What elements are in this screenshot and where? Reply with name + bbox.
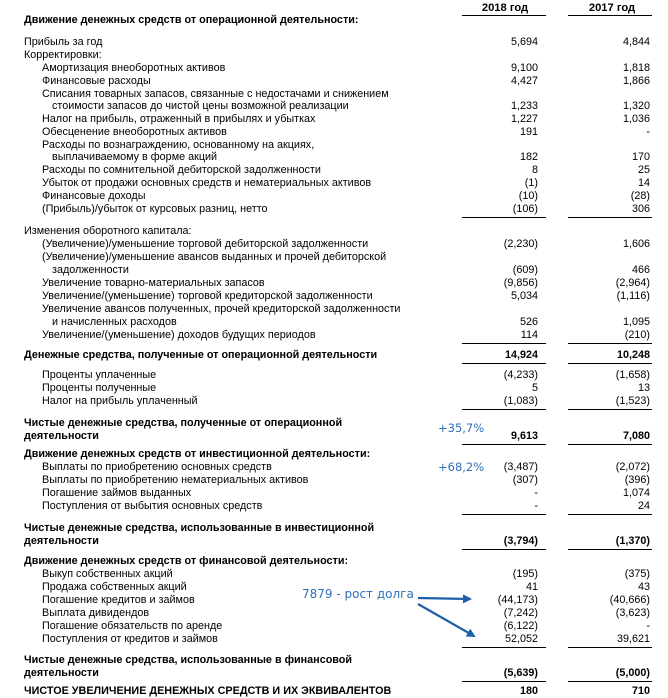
value-2018: (609) — [512, 264, 538, 276]
value-2018: (5,639) — [503, 667, 538, 679]
value-2017: (375) — [624, 568, 650, 580]
row-label: (Прибыль)/убыток от курсовых разниц, нетто — [42, 203, 268, 215]
value-2017: 1,606 — [622, 238, 650, 250]
value-2017: (3,623) — [615, 607, 650, 619]
value-2018: 1,233 — [510, 100, 538, 112]
row-label-net-increase: ЧИСТОЕ УВЕЛИЧЕНИЕ ДЕНЕЖНЫХ СРЕДСТВ И ИХ ЭКВИВАЛЕНТОВ — [24, 685, 392, 697]
value-2017: 1,095 — [622, 316, 650, 328]
column-header-2017: 2017 год — [588, 2, 636, 14]
row-label: Обесценение внеоборотных активов — [42, 126, 227, 138]
value-2018: 114 — [520, 329, 538, 341]
row-label: Выплаты по приобретению основных средств — [42, 461, 272, 473]
value-2017: - — [646, 620, 650, 632]
value-2018: (44,173) — [497, 594, 538, 606]
row-label: Расходы по вознаграждению, основанному на акциях, — [42, 139, 315, 151]
row-label: Проценты полученные — [42, 382, 157, 394]
value-2018: 191 — [519, 126, 538, 138]
value-2018: (7,242) — [503, 607, 538, 619]
value-2018: 5 — [531, 382, 538, 394]
value-2018: (1,083) — [503, 395, 538, 407]
value-2017: 39,621 — [616, 633, 650, 645]
value-2017: 10,248 — [616, 349, 650, 361]
value-2018: - — [534, 487, 538, 499]
value-2017: 1,074 — [622, 487, 650, 499]
row-label: Финансовые расходы — [42, 75, 151, 87]
value-2018: 52,052 — [504, 633, 538, 645]
row-label: Увеличение/(уменьшение) торговой кредиторской задолженности — [42, 290, 373, 302]
row-label: Прибыль за год — [24, 36, 103, 48]
row-label: Выплаты по приобретению нематериальных активов — [42, 474, 309, 486]
value-2017: 170 — [631, 151, 650, 163]
annotation-debt-growth: 7879 - рост долга — [302, 587, 414, 601]
value-2018: 9,613 — [510, 430, 538, 442]
value-2018: 1,227 — [510, 113, 538, 125]
row-label: стоимости запасов до чистой цены возможной реализации — [52, 100, 349, 112]
row-label: Погашение кредитов и займов — [42, 594, 195, 606]
value-2018: 5,694 — [510, 36, 538, 48]
value-2017: (1,116) — [616, 290, 650, 302]
value-2018: 9,100 — [510, 62, 538, 74]
value-2017: 14 — [637, 177, 650, 189]
row-label: (Увеличение)/уменьшение авансов выданных и прочей дебиторской — [42, 251, 387, 263]
row-label-total: Чистые денежные средства, использованные в финансовой — [24, 654, 353, 666]
row-label: Погашение займов выданных — [42, 487, 192, 499]
row-label: Поступления от кредитов и займов — [42, 633, 218, 645]
value-2018: 41 — [525, 581, 538, 593]
value-2017: (210) — [624, 329, 650, 341]
row-label: Выкуп собственных акций — [42, 568, 173, 580]
value-2018: (9,856) — [503, 277, 538, 289]
value-2017: 7,080 — [622, 430, 650, 442]
row-label: Увеличение/(уменьшение) доходов будущих периодов — [42, 329, 316, 341]
row-label-total: деятельности — [24, 667, 99, 679]
row-label-total: деятельности — [24, 430, 99, 442]
value-2017: 1,818 — [622, 62, 650, 74]
value-2017: (1,523) — [615, 395, 650, 407]
value-2017: 1,866 — [622, 75, 650, 87]
row-label: Убыток от продажи основных средств и нематериальных активов — [42, 177, 372, 189]
annotation-capex-growth: +68,2% — [438, 460, 485, 474]
value-2018: 5,034 — [510, 290, 538, 302]
value-2018: (106) — [512, 203, 538, 215]
value-2018: 182 — [519, 151, 538, 163]
value-2018: (1) — [524, 177, 538, 189]
value-2017: 1,036 — [622, 113, 650, 125]
value-2017: 710 — [631, 685, 650, 697]
value-2017: 24 — [637, 500, 650, 512]
column-header-2018: 2018 год — [481, 2, 529, 14]
row-label: Выплата дивидендов — [42, 607, 150, 619]
value-2018: (10) — [518, 190, 538, 202]
value-2018: (2,230) — [503, 238, 538, 250]
value-2018: (195) — [512, 568, 538, 580]
row-label: Погашение обязательств по аренде — [42, 620, 223, 632]
row-label: и начисленных расходов — [52, 316, 177, 328]
value-2017: (5,000) — [615, 667, 650, 679]
row-label: выплачиваемому в форме акций — [52, 151, 218, 163]
value-2018: 4,427 — [510, 75, 538, 87]
value-2017: (1,370) — [615, 535, 650, 547]
row-label-total: Чистые денежные средства, использованные в инвестиционной — [24, 522, 375, 534]
value-2018: 14,924 — [504, 349, 538, 361]
value-2017: 4,844 — [622, 36, 650, 48]
row-label: Изменения оборотного капитала: — [24, 225, 192, 237]
row-label: Финансовые доходы — [42, 190, 146, 202]
row-label-total: Чистые денежные средства, полученные от операционной — [24, 417, 343, 429]
row-label: Налог на прибыль уплаченный — [42, 395, 198, 407]
row-label: Налог на прибыль, отраженный в прибылях и убытках — [42, 113, 316, 125]
value-2017: (2,072) — [615, 461, 650, 473]
row-label: Списания товарных запасов, связанные с недостачами и снижением — [42, 88, 389, 100]
section-title-operating: Движение денежных средств от операционной деятельности: — [24, 14, 359, 26]
value-2017: 1,320 — [622, 100, 650, 112]
section-title-investing: Движение денежных средств от инвестиционной деятельности: — [24, 448, 371, 460]
row-label: (Увеличение)/уменьшение торговой дебиторской задолженности — [42, 238, 369, 250]
row-label-total: деятельности — [24, 535, 99, 547]
row-label: Расходы по сомнительной дебиторской задолженности — [42, 164, 321, 176]
row-label: Увеличение товарно-материальных запасов — [42, 277, 265, 289]
value-2017: 306 — [631, 203, 650, 215]
value-2018: (3,487) — [503, 461, 538, 473]
value-2017: 13 — [637, 382, 650, 394]
row-label: Амортизация внеоборотных активов — [42, 62, 226, 74]
arrow-to-repayments — [418, 598, 470, 599]
row-label: Продажа собственных акций — [42, 581, 187, 593]
value-2017: (28) — [630, 190, 650, 202]
value-2017: (2,964) — [615, 277, 650, 289]
value-2018: (307) — [512, 474, 538, 486]
row-label: Проценты уплаченные — [42, 369, 157, 381]
value-2017: 466 — [631, 264, 650, 276]
value-2017: - — [646, 126, 650, 138]
value-2017: (396) — [624, 474, 650, 486]
arrow-to-borrowings — [418, 604, 474, 636]
row-label: Корректировки: — [24, 49, 102, 61]
value-2018: 526 — [519, 316, 538, 328]
value-2018: 180 — [519, 685, 538, 697]
value-2018: (3,794) — [503, 535, 538, 547]
value-2018: (4,233) — [503, 369, 538, 381]
annotation-op-growth: +35,7% — [438, 421, 485, 435]
value-2017: (1,658) — [615, 369, 650, 381]
section-title-financing: Движение денежных средств от финансовой деятельности: — [24, 555, 349, 567]
value-2017: (40,666) — [609, 594, 650, 606]
row-label: задолженности — [52, 264, 129, 276]
row-label: Поступления от выбытия основных средств — [42, 500, 263, 512]
row-label-total: Денежные средства, полученные от операционной деятельности — [24, 349, 378, 361]
value-2017: 25 — [637, 164, 650, 176]
value-2018: 8 — [531, 164, 538, 176]
value-2017: 43 — [637, 581, 650, 593]
value-2018: (6,122) — [503, 620, 538, 632]
value-2018: - — [534, 500, 538, 512]
row-label: Увеличение авансов полученных, прочей кредиторской задолженности — [42, 303, 401, 315]
